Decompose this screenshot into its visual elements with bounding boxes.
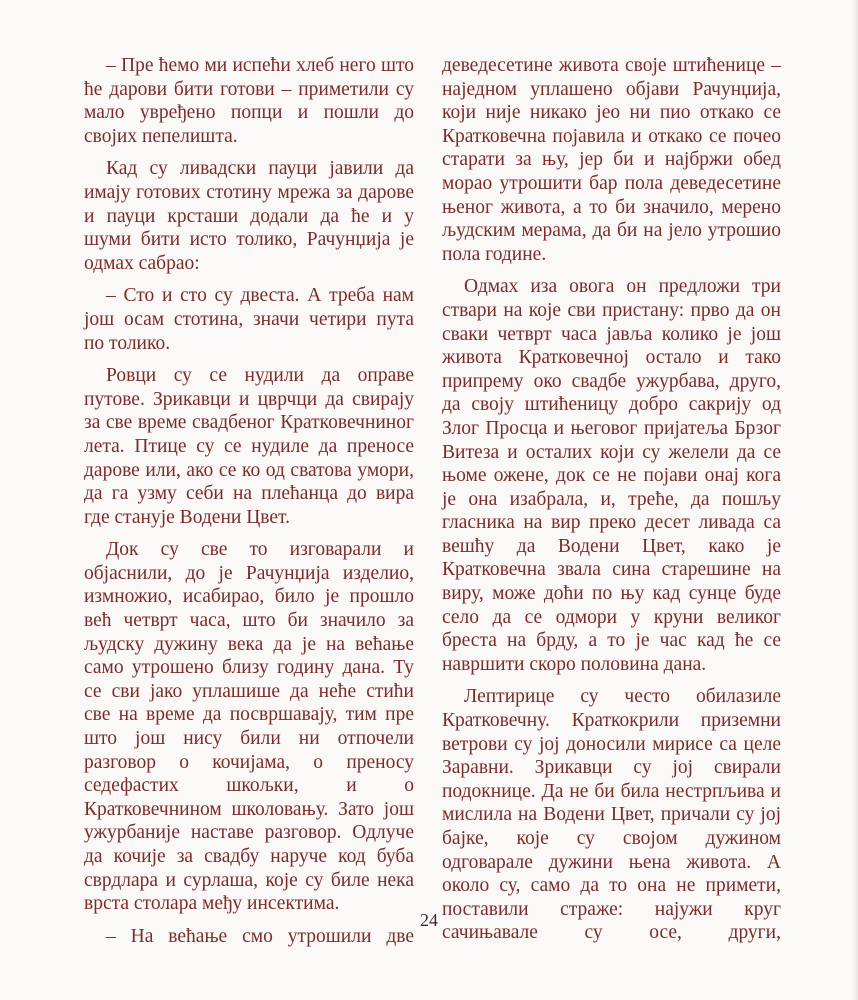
right-column <box>442 54 781 954</box>
paragraph: Док су све то изговарали и објаснили, до је Рачунџија изделио, измножио, исабирао, било је прошло већ четврт часа, што би значило за људску дужину века да је на већање само утрошено близу годину дана. Ту се сви јако уплашише да неће стићи све на време да посвршавају, тим пре што још нису били ни отпочели разговор о кочијама, о преносу седефастих шкољки, и о Кратковечнином школовању. Зато још ужурбаније наставе разговор. Одлуче да кочије за свадбу наруче код буба сврдлара и сурлаша, које су биле нека врста столара међу инсектима. <box>84 539 414 915</box>
paragraph: – Пре ћемо ми испећи хлеб него што ће дарови бити готови – приметили су мало увређено попци и пошли до својих пепелишта. <box>84 55 414 147</box>
paragraph: деведесетине живота своје штићенице – наједном уплашено објави Рачунџија, који није никако јео ни пио откако се Кратковечна појавила и откако се почео старати за њу, јер би и најбржи обед морао утрошити бар пола деведесетине њеног живота, а то би значило, мерено људским мерама, да би на јело утрошио пола године. <box>442 55 781 265</box>
paragraph: Лептирице су често обилазиле Кратковечну. Краткокрили приземни ветрови су јој доносили мирисе са целе Заравни. Зрикавци су јој свирали подокнице. Да не би била нестрпљива и мислила на Водени Цвет, причали су јој бајке, које су својом дужином одговарале дужини њена живота. А около су, само да то она не примети, поставили страже: најужи круг сачињавале су осе, други, <box>442 686 781 944</box>
paragraph: – На већање смо утрошили две <box>106 925 414 947</box>
paragraph: Кад су ливадски пауци јавили да имају готових стотину мрежа за дарове и пауци крсташи додали да ће и у шуми бити исто толико, Рачунџија је одмах сабрао: <box>84 158 414 274</box>
page-edge-shadow <box>852 0 858 1000</box>
left-column <box>84 54 414 957</box>
paragraph: Одмах иза овога он предложи три ствари на које сви пристану: прво да он сваки четврт часа јавља колико је још живота Кратковечној остало и тако припрему око свадбе ужурбава, друго, да своју штићеницу добро сакрију од Злог Просца и његовог пријатеља Брзог Витеза и осталих који су желели да се њоме ожене, док се не појави онај кога је она изабрала, и, треће, да пошљу гласника на вир преко десет ливада са вешћу да Водени Цвет, како је Кратковечна звала сина старешине на виру, може доћи по њу кад сунце буде село да се одмори у круни великог бреста на брду, а то је час кад ће се навршити скоро половина дана. <box>442 276 781 675</box>
page-number: 24 <box>420 910 438 930</box>
paragraph: Ровци су се нудили да оправе путове. Зрикавци и цврчци да свирају за све време свадбеног Кратковечниног лета. Птице су се нудиле да преносе дарове или, ако се ко од сватова умори, да га узму себи на плећанца до вира где станује Водени Цвет. <box>84 365 414 528</box>
paragraph: – Сто и сто су двеста. А треба нам још осам стотина, значи четири пута по толико. <box>84 285 414 354</box>
